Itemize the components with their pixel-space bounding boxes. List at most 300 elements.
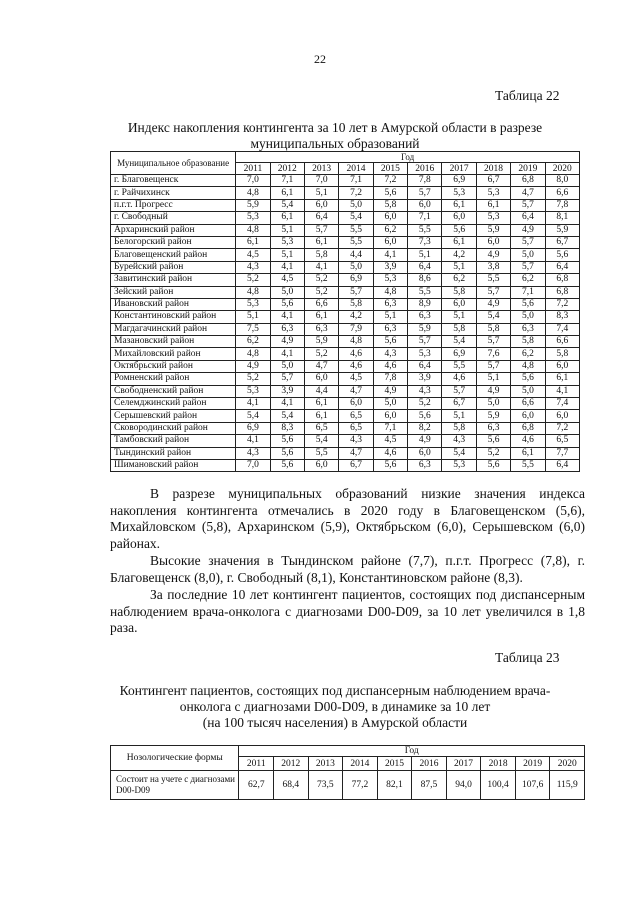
index-value: 7,1 bbox=[511, 286, 545, 298]
contingent-value: 68,4 bbox=[274, 771, 309, 800]
municipality-name: Шимановский район bbox=[111, 459, 236, 471]
index-value: 5,1 bbox=[442, 410, 476, 422]
index-value: 6,5 bbox=[545, 435, 579, 447]
index-value: 6,8 bbox=[545, 286, 579, 298]
index-value: 3,9 bbox=[408, 373, 442, 385]
contingent-value: 77,2 bbox=[343, 771, 378, 800]
index-value: 5,8 bbox=[339, 298, 373, 310]
table-row bbox=[111, 286, 580, 298]
index-value: 5,6 bbox=[373, 187, 407, 199]
index-value: 5,4 bbox=[270, 199, 304, 211]
index-value: 5,4 bbox=[270, 410, 304, 422]
index-value: 6,2 bbox=[511, 274, 545, 286]
table-row bbox=[111, 212, 580, 224]
index-value: 4,8 bbox=[236, 286, 270, 298]
index-value: 5,3 bbox=[442, 459, 476, 471]
index-value: 6,7 bbox=[339, 459, 373, 471]
index-value: 7,2 bbox=[339, 187, 373, 199]
index-value: 4,1 bbox=[304, 261, 338, 273]
index-value: 5,3 bbox=[236, 298, 270, 310]
index-value: 4,6 bbox=[373, 447, 407, 459]
index-value: 5,8 bbox=[442, 323, 476, 335]
table-row bbox=[111, 360, 580, 372]
table23-title-line2: онколога с диагнозами D00-D09, в динамике за 10 лет bbox=[179, 699, 491, 714]
index-value: 5,6 bbox=[408, 410, 442, 422]
index-value: 5,6 bbox=[373, 459, 407, 471]
index-value: 6,3 bbox=[304, 323, 338, 335]
index-value: 4,6 bbox=[511, 435, 545, 447]
index-value: 7,6 bbox=[476, 348, 510, 360]
index-value: 4,7 bbox=[339, 385, 373, 397]
index-value: 6,3 bbox=[373, 298, 407, 310]
table22-title-line2: муниципальных образований bbox=[250, 136, 420, 151]
index-value: 6,4 bbox=[545, 459, 579, 471]
index-value: 5,0 bbox=[339, 261, 373, 273]
index-value: 5,6 bbox=[511, 373, 545, 385]
index-value: 6,2 bbox=[236, 336, 270, 348]
index-value: 5,0 bbox=[373, 398, 407, 410]
index-value: 7,0 bbox=[304, 175, 338, 187]
index-value: 4,1 bbox=[373, 249, 407, 261]
index-value: 4,9 bbox=[476, 385, 510, 397]
index-value: 5,3 bbox=[236, 385, 270, 397]
municipality-name: Ромненский район bbox=[111, 373, 236, 385]
index-value: 4,8 bbox=[511, 360, 545, 372]
index-value: 6,5 bbox=[339, 422, 373, 434]
index-value: 6,7 bbox=[442, 398, 476, 410]
index-value: 5,6 bbox=[476, 435, 510, 447]
municipality-name: Ивановский район bbox=[111, 298, 236, 310]
index-value: 4,1 bbox=[270, 398, 304, 410]
year-header: 2017 bbox=[446, 757, 481, 771]
municipality-name: Селемджинский район bbox=[111, 398, 236, 410]
index-value: 4,2 bbox=[442, 249, 476, 261]
index-value: 5,5 bbox=[476, 274, 510, 286]
index-value: 7,0 bbox=[236, 459, 270, 471]
table-row bbox=[111, 261, 580, 273]
index-value: 5,1 bbox=[270, 249, 304, 261]
index-value: 6,0 bbox=[373, 236, 407, 248]
index-value: 5,7 bbox=[408, 336, 442, 348]
index-value: 6,0 bbox=[304, 373, 338, 385]
index-value: 4,3 bbox=[442, 435, 476, 447]
index-value: 4,1 bbox=[236, 398, 270, 410]
index-value: 6,0 bbox=[545, 360, 579, 372]
index-value: 4,1 bbox=[270, 348, 304, 360]
index-value: 5,2 bbox=[236, 373, 270, 385]
index-value: 6,3 bbox=[373, 323, 407, 335]
index-value: 5,9 bbox=[476, 410, 510, 422]
index-value: 7,4 bbox=[545, 398, 579, 410]
index-value: 6,0 bbox=[442, 212, 476, 224]
index-value: 6,8 bbox=[511, 422, 545, 434]
index-value: 4,7 bbox=[511, 187, 545, 199]
index-value: 5,7 bbox=[270, 373, 304, 385]
index-value: 5,9 bbox=[408, 323, 442, 335]
table22-body bbox=[111, 175, 580, 472]
index-value: 5,5 bbox=[339, 224, 373, 236]
table22-header-row bbox=[111, 152, 580, 163]
index-value: 5,9 bbox=[476, 224, 510, 236]
paragraph-low-values: В разрезе муниципальных образований низкие значения индекса накопления контингента отмечались в 2020 году в Благовещенском (5,6), Михайловском (5,8), Архаринском (5,9), Октябрьском (6,0), Серышевском (6,0) районах. bbox=[110, 486, 585, 551]
index-value: 5,8 bbox=[442, 286, 476, 298]
index-value: 6,0 bbox=[545, 410, 579, 422]
index-value: 5,9 bbox=[304, 336, 338, 348]
paragraph-growth: За последние 10 лет контингент пациентов, состоящих под диспансерным наблюдением врача-онколога с диагнозами D00-D09, за 10 лет увеличился в 1,8 раза. bbox=[110, 587, 585, 635]
table-row bbox=[111, 249, 580, 261]
table-row bbox=[111, 398, 580, 410]
municipality-name: Свободненский район bbox=[111, 385, 236, 397]
index-value: 7,9 bbox=[339, 323, 373, 335]
municipality-name: Мазановский район bbox=[111, 336, 236, 348]
year-header: 2019 bbox=[515, 757, 550, 771]
municipality-name: Архаринский район bbox=[111, 224, 236, 236]
year-header: 2018 bbox=[481, 757, 516, 771]
contingent-value: 87,5 bbox=[412, 771, 447, 800]
index-value: 4,1 bbox=[270, 311, 304, 323]
index-value: 5,6 bbox=[270, 447, 304, 459]
table-row bbox=[111, 385, 580, 397]
index-value: 5,6 bbox=[270, 298, 304, 310]
index-value: 5,1 bbox=[373, 311, 407, 323]
index-value: 4,9 bbox=[476, 298, 510, 310]
index-value: 7,1 bbox=[408, 212, 442, 224]
table-row bbox=[111, 187, 580, 199]
year-header: 2014 bbox=[343, 757, 378, 771]
contingent-value: 107,6 bbox=[515, 771, 550, 800]
year-header: 2020 bbox=[550, 757, 585, 771]
index-value: 6,5 bbox=[339, 410, 373, 422]
municipality-name: Тамбовский район bbox=[111, 435, 236, 447]
index-value: 6,4 bbox=[408, 360, 442, 372]
index-value: 6,1 bbox=[270, 212, 304, 224]
table-row bbox=[111, 348, 580, 360]
municipality-name: Магдагачинский район bbox=[111, 323, 236, 335]
index-value: 5,4 bbox=[339, 212, 373, 224]
index-value: 5,1 bbox=[408, 249, 442, 261]
table-row bbox=[111, 175, 580, 187]
index-value: 6,8 bbox=[511, 175, 545, 187]
table-row bbox=[111, 311, 580, 323]
index-value: 6,9 bbox=[442, 348, 476, 360]
index-value: 8,0 bbox=[545, 175, 579, 187]
table22-caption: Таблица 22 bbox=[495, 88, 560, 103]
index-value: 6,3 bbox=[408, 311, 442, 323]
index-value: 7,1 bbox=[373, 422, 407, 434]
index-value: 5,8 bbox=[476, 323, 510, 335]
index-value: 6,2 bbox=[442, 274, 476, 286]
index-value: 3,9 bbox=[373, 261, 407, 273]
index-value: 4,3 bbox=[339, 435, 373, 447]
table23-title-line3: (на 100 тысяч населения) в Амурской области bbox=[202, 715, 468, 730]
index-value: 6,9 bbox=[339, 274, 373, 286]
index-value: 4,6 bbox=[442, 373, 476, 385]
index-value: 6,7 bbox=[476, 175, 510, 187]
index-value: 6,1 bbox=[304, 398, 338, 410]
contingent-value: 73,5 bbox=[308, 771, 343, 800]
index-value: 5,6 bbox=[270, 459, 304, 471]
index-value: 5,3 bbox=[373, 274, 407, 286]
index-value: 7,1 bbox=[270, 175, 304, 187]
index-value: 5,1 bbox=[442, 261, 476, 273]
index-value: 5,6 bbox=[373, 336, 407, 348]
index-value: 5,7 bbox=[408, 187, 442, 199]
index-value: 6,1 bbox=[304, 236, 338, 248]
index-value: 7,3 bbox=[408, 236, 442, 248]
index-value: 4,3 bbox=[236, 261, 270, 273]
index-value: 4,6 bbox=[373, 360, 407, 372]
index-value: 5,5 bbox=[339, 236, 373, 248]
index-value: 6,1 bbox=[442, 236, 476, 248]
index-value: 5,0 bbox=[511, 249, 545, 261]
table23-row bbox=[111, 771, 585, 800]
index-value: 5,4 bbox=[442, 336, 476, 348]
contingent-value: 82,1 bbox=[377, 771, 412, 800]
index-value: 6,1 bbox=[476, 199, 510, 211]
index-value: 5,3 bbox=[408, 348, 442, 360]
header-municipal: Муниципальное образование bbox=[111, 152, 236, 175]
index-value: 5,1 bbox=[236, 311, 270, 323]
index-value: 4,3 bbox=[236, 447, 270, 459]
index-value: 4,5 bbox=[270, 274, 304, 286]
index-value: 6,4 bbox=[304, 212, 338, 224]
index-value: 6,0 bbox=[304, 199, 338, 211]
index-value: 5,0 bbox=[511, 311, 545, 323]
index-value: 4,1 bbox=[270, 261, 304, 273]
index-value: 5,5 bbox=[304, 447, 338, 459]
index-value: 6,6 bbox=[511, 398, 545, 410]
index-value: 8,6 bbox=[408, 274, 442, 286]
year-header: 2011 bbox=[239, 757, 274, 771]
municipality-name: Бурейский район bbox=[111, 261, 236, 273]
index-value: 4,1 bbox=[545, 385, 579, 397]
index-value: 5,7 bbox=[511, 261, 545, 273]
municipality-name: Сковородинский район bbox=[111, 422, 236, 434]
index-value: 7,5 bbox=[236, 323, 270, 335]
index-value: 4,9 bbox=[476, 249, 510, 261]
municipality-name: г. Свободный bbox=[111, 212, 236, 224]
index-value: 5,7 bbox=[476, 360, 510, 372]
index-value: 4,7 bbox=[339, 447, 373, 459]
index-value: 7,7 bbox=[545, 447, 579, 459]
year-header: 2013 bbox=[304, 163, 338, 175]
index-value: 4,6 bbox=[339, 348, 373, 360]
index-value: 5,5 bbox=[511, 459, 545, 471]
index-value: 5,4 bbox=[304, 435, 338, 447]
index-value: 4,8 bbox=[236, 348, 270, 360]
index-value: 5,1 bbox=[476, 373, 510, 385]
index-value: 5,1 bbox=[270, 224, 304, 236]
index-value: 8,2 bbox=[408, 422, 442, 434]
index-value: 5,3 bbox=[442, 187, 476, 199]
index-value: 6,5 bbox=[304, 422, 338, 434]
municipality-name: Октябрьский район bbox=[111, 360, 236, 372]
year-header: 2015 bbox=[377, 757, 412, 771]
municipality-name: Белогорский район bbox=[111, 236, 236, 248]
index-value: 5,4 bbox=[476, 311, 510, 323]
index-value: 7,8 bbox=[373, 373, 407, 385]
municipality-name: г. Благовещенск bbox=[111, 175, 236, 187]
table22-title-line1: Индекс накопления контингента за 10 лет в Амурской области в разрезе bbox=[127, 120, 543, 135]
index-value: 5,6 bbox=[476, 459, 510, 471]
year-header: 2017 bbox=[442, 163, 476, 175]
index-value: 4,9 bbox=[408, 435, 442, 447]
index-value: 5,7 bbox=[304, 224, 338, 236]
index-value: 5,0 bbox=[511, 385, 545, 397]
index-value: 8,1 bbox=[545, 212, 579, 224]
index-value: 4,5 bbox=[339, 373, 373, 385]
index-value: 6,0 bbox=[476, 236, 510, 248]
table-row bbox=[111, 236, 580, 248]
index-value: 6,1 bbox=[270, 187, 304, 199]
index-value: 6,0 bbox=[442, 298, 476, 310]
index-value: 5,8 bbox=[304, 249, 338, 261]
contingent-value: 115,9 bbox=[550, 771, 585, 800]
year-header: 2016 bbox=[408, 163, 442, 175]
index-value: 5,2 bbox=[304, 274, 338, 286]
index-value: 7,1 bbox=[339, 175, 373, 187]
table23 bbox=[110, 745, 585, 800]
index-value: 5,7 bbox=[511, 236, 545, 248]
index-value: 6,6 bbox=[545, 336, 579, 348]
index-value: 4,7 bbox=[304, 360, 338, 372]
municipality-name: п.г.т. Прогресс bbox=[111, 199, 236, 211]
index-value: 6,1 bbox=[511, 447, 545, 459]
index-value: 6,1 bbox=[236, 236, 270, 248]
header-year: Год bbox=[236, 152, 580, 163]
index-value: 4,9 bbox=[511, 224, 545, 236]
index-value: 6,0 bbox=[339, 398, 373, 410]
index-value: 6,4 bbox=[545, 261, 579, 273]
index-value: 6,0 bbox=[373, 410, 407, 422]
index-value: 6,1 bbox=[545, 373, 579, 385]
municipality-name: Завитинский район bbox=[111, 274, 236, 286]
year-header: 2013 bbox=[308, 757, 343, 771]
index-value: 6,3 bbox=[476, 422, 510, 434]
index-value: 5,2 bbox=[304, 286, 338, 298]
index-value: 3,9 bbox=[270, 385, 304, 397]
index-value: 5,2 bbox=[304, 348, 338, 360]
index-value: 6,0 bbox=[408, 199, 442, 211]
index-value: 4,5 bbox=[373, 435, 407, 447]
index-value: 4,8 bbox=[339, 336, 373, 348]
index-value: 7,2 bbox=[545, 298, 579, 310]
index-value: 4,8 bbox=[236, 224, 270, 236]
index-value: 5,3 bbox=[270, 236, 304, 248]
index-value: 5,5 bbox=[408, 286, 442, 298]
index-value: 5,4 bbox=[442, 447, 476, 459]
index-value: 5,2 bbox=[476, 447, 510, 459]
index-value: 5,1 bbox=[442, 311, 476, 323]
header-forms: Нозологические формы bbox=[111, 746, 239, 771]
municipality-name: Благовещенский район bbox=[111, 249, 236, 261]
index-value: 7,8 bbox=[408, 175, 442, 187]
index-value: 4,8 bbox=[373, 286, 407, 298]
year-header: 2019 bbox=[511, 163, 545, 175]
year-header: 2012 bbox=[270, 163, 304, 175]
index-value: 7,4 bbox=[545, 323, 579, 335]
contingent-value: 62,7 bbox=[239, 771, 274, 800]
municipality-name: Тындинский район bbox=[111, 447, 236, 459]
table22-title bbox=[90, 120, 580, 152]
table-row bbox=[111, 323, 580, 335]
table23-caption: Таблица 23 bbox=[495, 650, 560, 665]
index-value: 5,5 bbox=[408, 224, 442, 236]
index-value: 6,1 bbox=[304, 311, 338, 323]
index-value: 6,0 bbox=[373, 212, 407, 224]
table-row bbox=[111, 199, 580, 211]
year-header: 2016 bbox=[412, 757, 447, 771]
municipality-name: Зейский район bbox=[111, 286, 236, 298]
index-value: 5,7 bbox=[442, 385, 476, 397]
index-value: 5,3 bbox=[476, 212, 510, 224]
table-row bbox=[111, 298, 580, 310]
table-row bbox=[111, 373, 580, 385]
index-value: 5,6 bbox=[270, 435, 304, 447]
index-value: 6,0 bbox=[511, 410, 545, 422]
municipality-name: г. Райчихинск bbox=[111, 187, 236, 199]
index-value: 4,4 bbox=[339, 249, 373, 261]
table-row bbox=[111, 336, 580, 348]
index-value: 5,7 bbox=[339, 286, 373, 298]
index-value: 7,2 bbox=[373, 175, 407, 187]
table-row bbox=[111, 274, 580, 286]
index-value: 5,0 bbox=[270, 360, 304, 372]
index-value: 5,5 bbox=[442, 360, 476, 372]
index-value: 4,6 bbox=[339, 360, 373, 372]
index-value: 7,8 bbox=[545, 199, 579, 211]
index-value: 8,3 bbox=[545, 311, 579, 323]
year-header: 2012 bbox=[274, 757, 309, 771]
table-row bbox=[111, 422, 580, 434]
year-header: 2011 bbox=[236, 163, 270, 175]
contingent-value: 100,4 bbox=[481, 771, 516, 800]
index-value: 5,8 bbox=[442, 422, 476, 434]
index-value: 5,6 bbox=[511, 298, 545, 310]
index-value: 6,2 bbox=[373, 224, 407, 236]
index-value: 5,1 bbox=[304, 187, 338, 199]
index-value: 5,8 bbox=[511, 336, 545, 348]
row-label: Состоит на учете с диагнозами D00-D09 bbox=[111, 771, 239, 800]
paragraph-high-values: Высокие значения в Тындинском районе (7,7), п.г.т. Прогресс (7,8), г. Благовещенск (8,0), г. Свободный (8,1), Константиновском районе (8,3). bbox=[110, 553, 585, 585]
index-value: 5,3 bbox=[236, 212, 270, 224]
index-value: 5,7 bbox=[476, 286, 510, 298]
index-value: 4,2 bbox=[339, 311, 373, 323]
municipality-name: Михайловский район bbox=[111, 348, 236, 360]
index-value: 4,9 bbox=[373, 385, 407, 397]
index-value: 5,8 bbox=[373, 199, 407, 211]
index-value: 8,3 bbox=[270, 422, 304, 434]
index-value: 5,7 bbox=[476, 336, 510, 348]
year-header: 2014 bbox=[339, 163, 373, 175]
index-value: 6,3 bbox=[511, 323, 545, 335]
table23-title bbox=[90, 683, 580, 731]
index-value: 4,4 bbox=[304, 385, 338, 397]
index-value: 4,5 bbox=[236, 249, 270, 261]
table-row bbox=[111, 224, 580, 236]
index-value: 4,9 bbox=[236, 360, 270, 372]
index-value: 4,9 bbox=[270, 336, 304, 348]
index-value: 6,8 bbox=[545, 274, 579, 286]
contingent-value: 94,0 bbox=[446, 771, 481, 800]
table-row bbox=[111, 459, 580, 471]
index-value: 5,6 bbox=[442, 224, 476, 236]
index-value: 6,3 bbox=[270, 323, 304, 335]
index-value: 7,0 bbox=[236, 175, 270, 187]
index-value: 4,3 bbox=[373, 348, 407, 360]
index-value: 6,1 bbox=[442, 199, 476, 211]
index-value: 5,0 bbox=[476, 398, 510, 410]
